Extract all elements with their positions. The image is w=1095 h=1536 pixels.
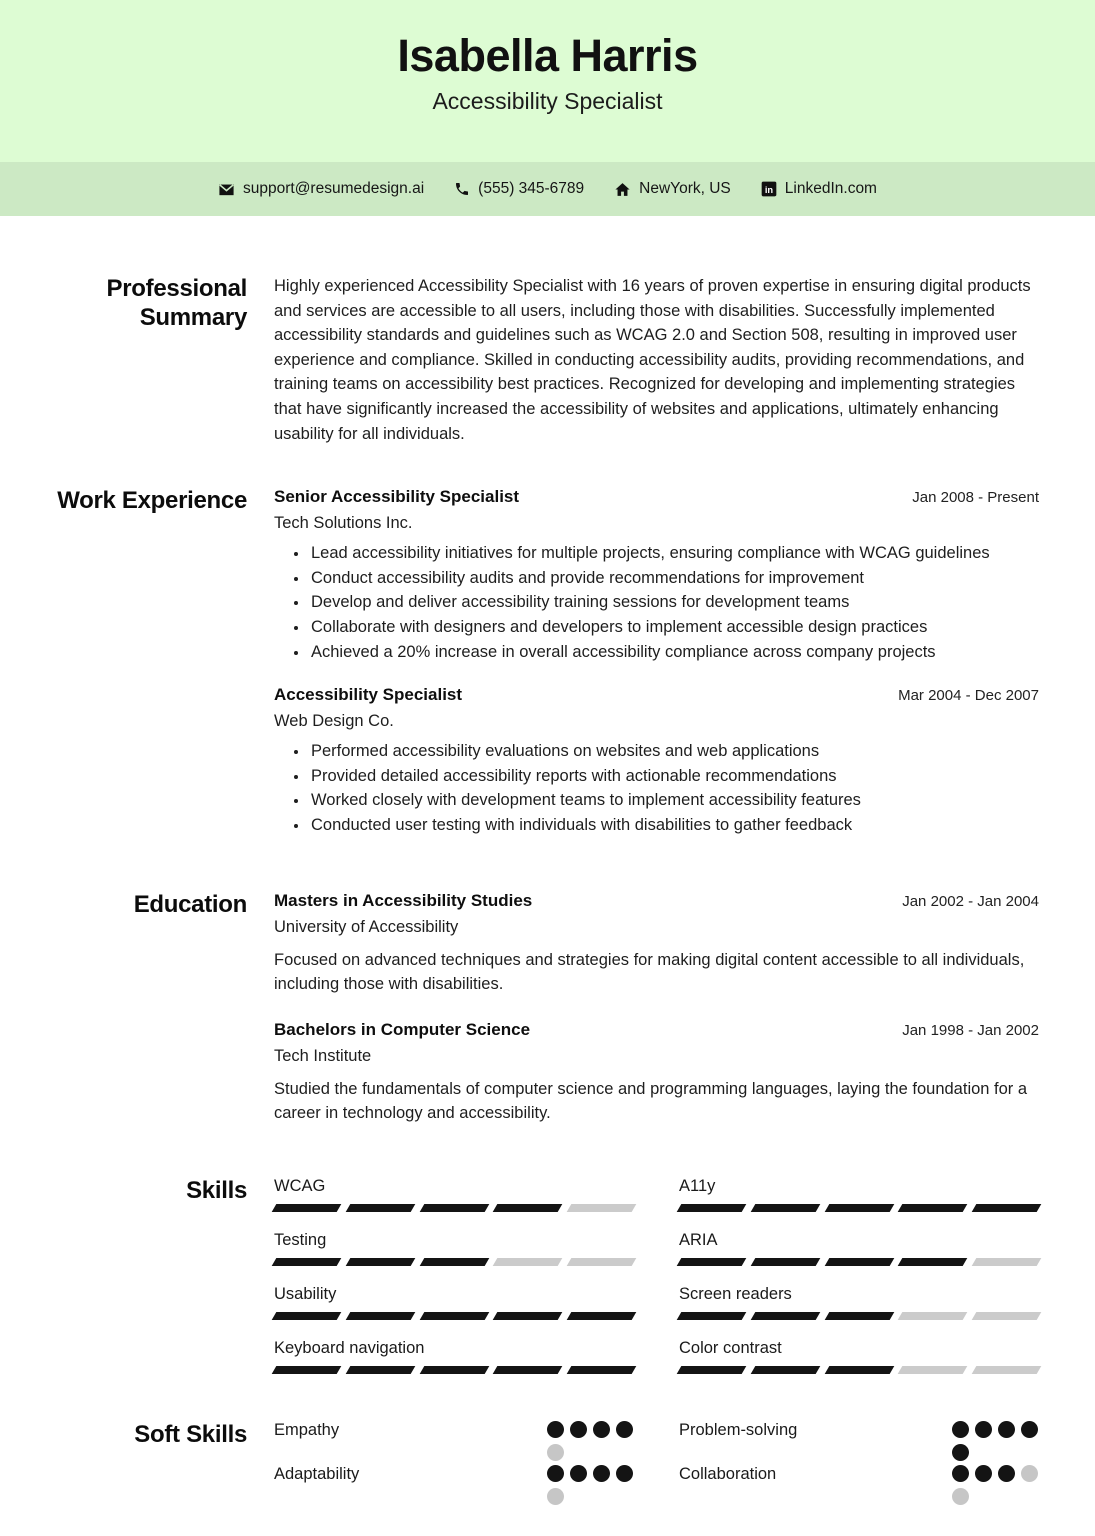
skill-label: WCAG: [274, 1176, 326, 1195]
skill-bar-segment: [272, 1204, 341, 1212]
degree-dates: Jan 2002 - Jan 2004: [902, 892, 1039, 910]
skill-bar-segment: [677, 1312, 746, 1320]
soft-skill-dots: [952, 1421, 1039, 1461]
skill-bar-segment: [567, 1366, 636, 1374]
job-company: Web Design Co.: [274, 712, 394, 731]
soft-skills-grid: [274, 1420, 1039, 1506]
soft-skill-item: [274, 1420, 634, 1462]
job-bullet: • Collaborate with designers and developers to implement accessible design practices: [309, 615, 1039, 640]
skill-level-bar: [274, 1366, 634, 1374]
experience-heading: Work Experience: [57, 487, 247, 515]
education-heading: Education: [133, 890, 247, 918]
skill-bar-segment: [824, 1366, 893, 1374]
linkedin-icon: [761, 181, 777, 197]
contact-phone-text: (555) 345-6789: [478, 180, 585, 197]
job-title: Accessibility Specialist: [274, 685, 463, 705]
soft-skill-dot: [952, 1421, 969, 1438]
skill-label: Color contrast: [679, 1338, 782, 1357]
soft-skill-dots: [547, 1421, 634, 1461]
skill-bar-segment: [824, 1204, 893, 1212]
job-bullet: • Lead accessibility initiatives for multiple projects, ensuring compliance with WCAG guidelines: [309, 541, 1039, 566]
contact-location: [614, 180, 731, 198]
skill-level-bar: [679, 1366, 1039, 1374]
skill-bar-segment: [567, 1312, 636, 1320]
degree-title: Bachelors in Computer Science: [274, 1019, 531, 1039]
contact-phone: [454, 180, 584, 198]
skill-bar-segment: [345, 1258, 414, 1266]
skill-bar-segment: [493, 1258, 562, 1266]
skill-bar-segment: [419, 1312, 488, 1320]
skill-bar-segment: [493, 1204, 562, 1212]
soft-skill-dot: [547, 1465, 564, 1482]
skill-bar-segment: [824, 1312, 893, 1320]
soft-skill-dot: [952, 1465, 969, 1482]
summary-heading: Professional Summary: [106, 275, 247, 331]
soft-skill-item: [679, 1420, 1039, 1462]
job-bullets: [274, 739, 1039, 837]
skill-bar-segment: [898, 1204, 967, 1212]
skill-bar-segment: [272, 1258, 341, 1266]
contact-linkedin: [761, 180, 877, 198]
skill-bar-segment: [972, 1366, 1041, 1374]
soft-skills-heading: Soft Skills: [134, 1420, 247, 1448]
skill-bar-segment: [898, 1312, 967, 1320]
degree-dates: Jan 1998 - Jan 2002: [902, 1021, 1039, 1039]
skill-item: [274, 1176, 634, 1212]
job-bullet: • Worked closely with development teams to implement accessibility features: [309, 788, 1039, 813]
skill-level-bar: [679, 1204, 1039, 1212]
skill-bar-segment: [677, 1366, 746, 1374]
job-bullet: • Achieved a 20% increase in overall accessibility compliance across company projects: [309, 640, 1039, 665]
job-header: [274, 486, 1039, 508]
experience-list: [274, 486, 1039, 837]
skill-bar-segment: [493, 1312, 562, 1320]
contact-location-text: NewYork, US: [639, 180, 731, 197]
degree-description: Studied the fundamentals of computer science and programming languages, laying the foundation for a career in technology and accessibility.: [274, 1079, 1028, 1123]
degree-description: Focused on advanced techniques and strategies for making digital content accessible to all individuals, including those with disabilities.: [274, 950, 1025, 994]
job-bullet: • Develop and deliver accessibility training sessions for development teams: [309, 590, 1039, 615]
soft-skill-dot: [616, 1465, 633, 1482]
soft-skill-dot: [975, 1421, 992, 1438]
degree-school: University of Accessibility: [274, 917, 459, 936]
soft-skill-label: Adaptability: [274, 1464, 360, 1483]
contact-bar: [0, 162, 1095, 216]
section-soft-skills: [0, 1420, 1095, 1506]
skill-bar-segment: [972, 1312, 1041, 1320]
svg-text:in: in: [764, 185, 773, 195]
job-bullet: • Conducted user testing with individuals with disabilities to gather feedback: [309, 813, 1039, 838]
skill-bar-segment: [677, 1204, 746, 1212]
skill-bar-segment: [750, 1312, 819, 1320]
section-experience: [0, 486, 1095, 837]
skill-bar-segment: [419, 1258, 488, 1266]
skill-label: A11y: [679, 1176, 716, 1195]
soft-skill-label: Empathy: [274, 1420, 340, 1439]
skill-item: [274, 1284, 634, 1320]
skill-bar-segment: [567, 1258, 636, 1266]
skill-label: Keyboard navigation: [274, 1338, 425, 1357]
degree-title: Masters in Accessibility Studies: [274, 890, 533, 910]
skill-bar-segment: [750, 1204, 819, 1212]
soft-skill-dot: [570, 1421, 587, 1438]
skill-label: Screen readers: [679, 1284, 792, 1303]
section-summary: [0, 274, 1095, 446]
contact-email: [218, 180, 424, 198]
skill-item: [274, 1338, 634, 1374]
skill-bar-segment: [677, 1258, 746, 1266]
skill-bar-segment: [345, 1312, 414, 1320]
resume-body: [0, 274, 1095, 1536]
skills-grid: [274, 1176, 1039, 1374]
degree-entry: [274, 1019, 1039, 1126]
soft-skill-dots: [547, 1465, 634, 1505]
skill-bar-segment: [750, 1366, 819, 1374]
soft-skill-label: Problem-solving: [679, 1420, 798, 1439]
skill-bar-segment: [345, 1366, 414, 1374]
summary-text: Highly experienced Accessibility Specialist with 16 years of proven expertise in ensuring digital products and services are accessible to all users, including those with disabilities. Successfully implemented accessibility standards and guidelines such as WCAG 2.0 and Section 508, resulting in improved user experience and compliance. Skilled in conducting accessibility audits, providing recommendations, and training teams on accessibility best practices. Recognized for developing and implementing strategies that have significantly increased the accessibility of websites and applications, ultimately enhancing usability for all individuals.: [274, 277, 1031, 443]
contact-linkedin-text: LinkedIn.com: [784, 180, 877, 197]
person-name: Isabella Harris: [397, 30, 698, 81]
soft-skill-dot: [1021, 1421, 1038, 1438]
skill-item: [679, 1338, 1039, 1374]
skill-level-bar: [679, 1312, 1039, 1320]
skill-bar-segment: [898, 1258, 967, 1266]
job-bullets: [274, 541, 1039, 664]
soft-skill-dots: [952, 1465, 1039, 1505]
soft-skill-dot: [952, 1488, 969, 1505]
soft-skill-dot: [998, 1465, 1015, 1482]
degree-entry: [274, 890, 1039, 997]
person-title: Accessibility Specialist: [432, 88, 663, 114]
soft-skill-label: Collaboration: [679, 1464, 777, 1483]
skill-bar-segment: [493, 1366, 562, 1374]
job-dates: Mar 2004 - Dec 2007: [898, 687, 1039, 705]
skill-item: [274, 1230, 634, 1266]
skill-level-bar: [679, 1258, 1039, 1266]
skill-item: [679, 1230, 1039, 1266]
skill-bar-segment: [750, 1258, 819, 1266]
email-icon: [218, 181, 235, 198]
job-title: Senior Accessibility Specialist: [274, 487, 520, 507]
soft-skill-dot: [593, 1465, 610, 1482]
soft-skill-dot: [547, 1488, 564, 1505]
skill-bar-segment: [345, 1204, 414, 1212]
skill-label: Usability: [274, 1284, 337, 1303]
skill-level-bar: [274, 1312, 634, 1320]
soft-skill-dot: [570, 1465, 587, 1482]
job-company: Tech Solutions Inc.: [274, 514, 413, 533]
soft-skill-dot: [547, 1421, 564, 1438]
home-icon: [614, 181, 631, 198]
skill-bar-segment: [972, 1204, 1041, 1212]
section-education: [0, 890, 1095, 1126]
skill-item: [679, 1176, 1039, 1212]
soft-skill-dot: [1021, 1465, 1038, 1482]
soft-skill-dot: [952, 1444, 969, 1461]
contact-email-text: support@resumedesign.ai: [243, 180, 425, 197]
education-list: [274, 890, 1039, 1126]
degree-school: Tech Institute: [274, 1046, 372, 1065]
skill-label: Testing: [274, 1230, 327, 1249]
skill-level-bar: [274, 1204, 634, 1212]
soft-skill-dot: [616, 1421, 633, 1438]
skill-bar-segment: [898, 1366, 967, 1374]
skill-bar-segment: [272, 1312, 341, 1320]
soft-skill-dot: [975, 1465, 992, 1482]
soft-skill-item: [274, 1464, 634, 1506]
soft-skill-dot: [998, 1421, 1015, 1438]
job-header: [274, 684, 1039, 706]
skill-level-bar: [274, 1258, 634, 1266]
job-entry: [274, 486, 1039, 664]
skills-heading: Skills: [186, 1176, 247, 1204]
soft-skill-dot: [547, 1444, 564, 1461]
section-skills: [0, 1176, 1095, 1374]
skill-bar-segment: [272, 1366, 341, 1374]
skill-bar-segment: [419, 1204, 488, 1212]
skill-label: ARIA: [679, 1230, 718, 1249]
job-bullet: • Provided detailed accessibility reports with actionable recommendations: [309, 764, 1039, 789]
skill-bar-segment: [972, 1258, 1041, 1266]
hero-header: [0, 0, 1095, 162]
soft-skill-item: [679, 1464, 1039, 1506]
degree-header: [274, 1019, 1039, 1041]
skill-bar-segment: [567, 1204, 636, 1212]
job-dates: Jan 2008 - Present: [912, 489, 1039, 507]
job-entry: [274, 684, 1039, 837]
phone-icon: [454, 181, 470, 197]
degree-header: [274, 890, 1039, 912]
job-bullet: • Conduct accessibility audits and provide recommendations for improvement: [309, 566, 1039, 591]
skill-item: [679, 1284, 1039, 1320]
skill-bar-segment: [824, 1258, 893, 1266]
job-bullet: • Performed accessibility evaluations on websites and web applications: [309, 739, 1039, 764]
soft-skill-dot: [593, 1421, 610, 1438]
skill-bar-segment: [419, 1366, 488, 1374]
